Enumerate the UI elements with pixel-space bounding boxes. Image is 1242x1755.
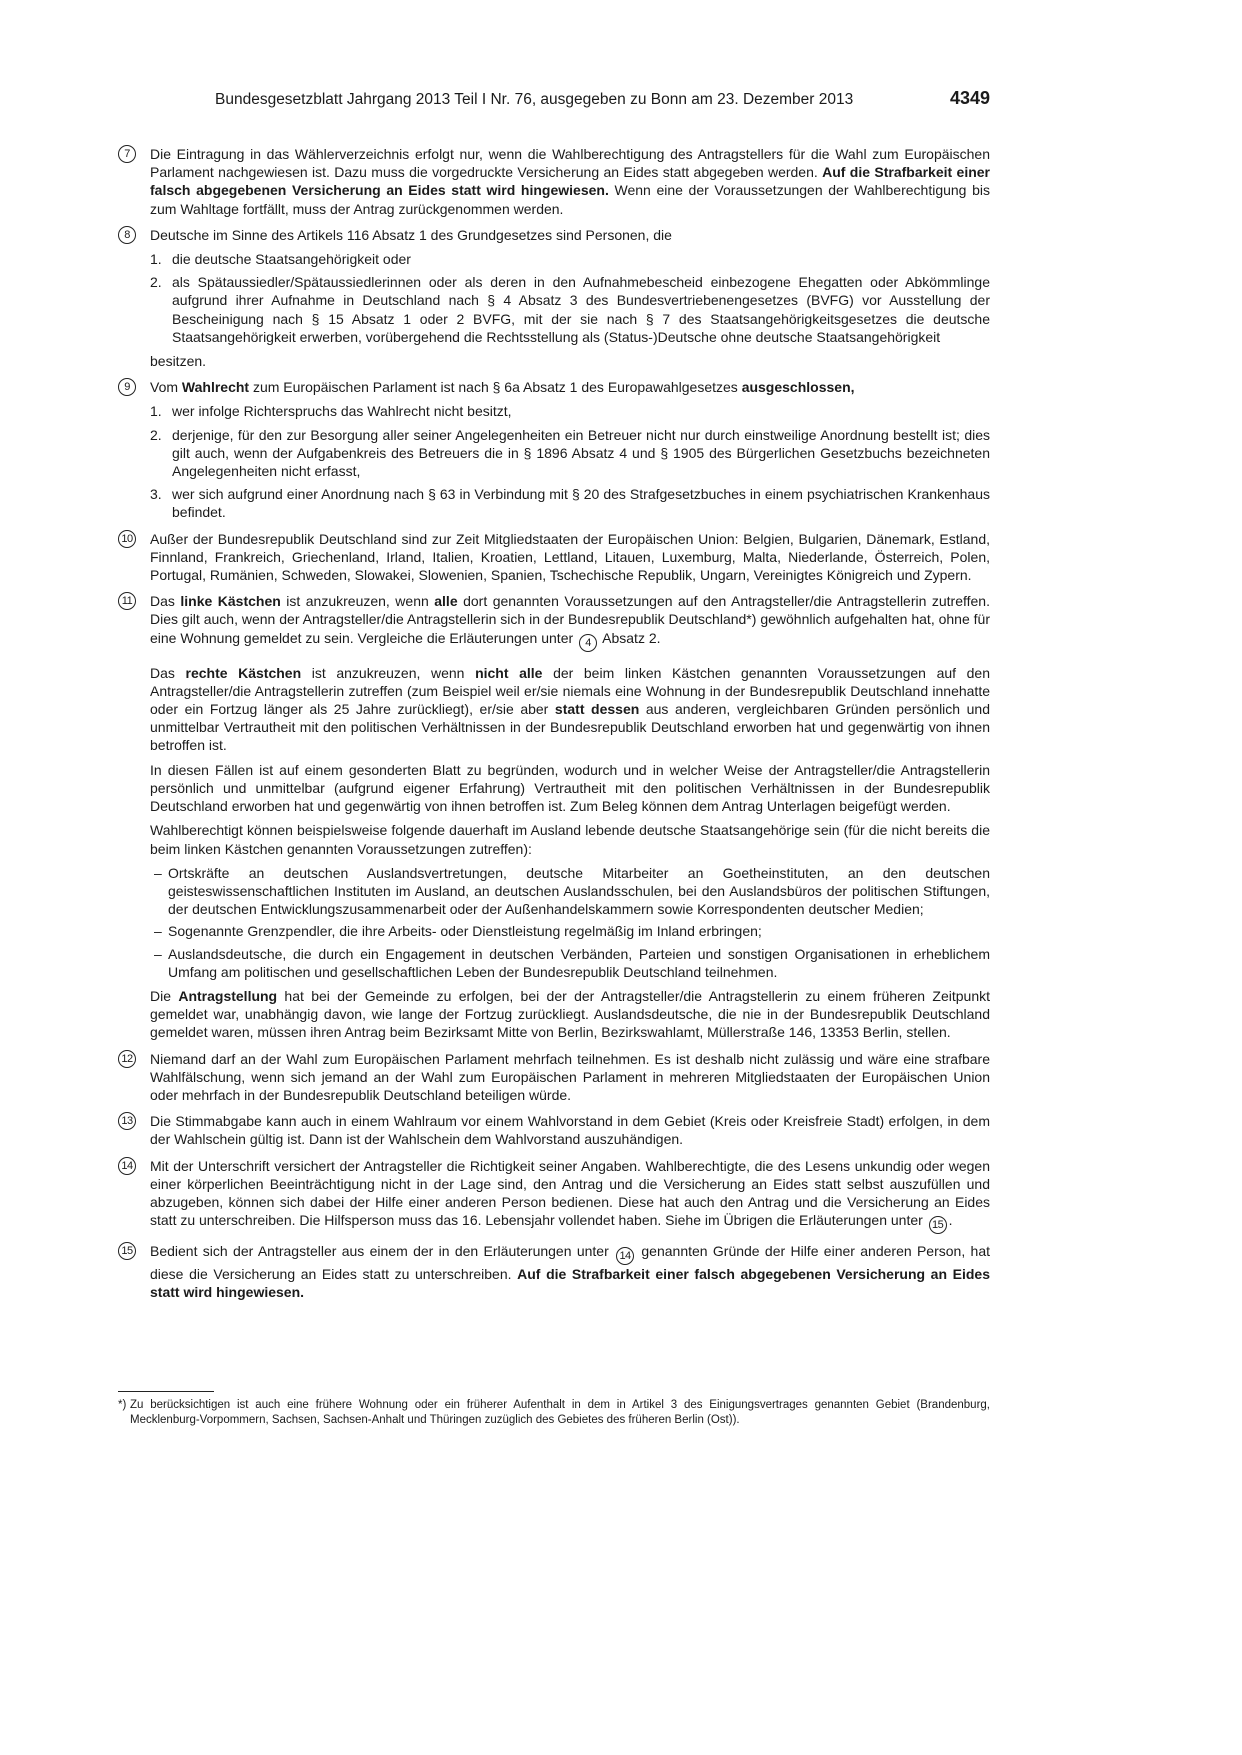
note-8 [118, 226, 990, 370]
bold-term: nicht alle [475, 664, 543, 681]
text-span: Die Eintragung in das Wählerverzeichnis erfolgt nur, wenn die Wahlberechtigung des Antragstellers für die Wahl zum Europäischen Parlament nachgewiesen ist. Dazu muss die vorgedruckte Versicherung an Eides statt abgegeben werden. [150, 146, 990, 181]
list-number: 2. [150, 274, 162, 291]
footnote-divider [118, 1391, 214, 1392]
list-item [150, 402, 990, 420]
note-7-text [150, 145, 990, 218]
dash-marker: – [154, 923, 162, 940]
note-9-list [150, 402, 990, 521]
note-marker-13: 13 [118, 1112, 136, 1130]
list-item [150, 426, 990, 481]
text-span: Bedient sich der Antragsteller aus einem der in den Erläuterungen unter [150, 1243, 615, 1260]
text-span: . [948, 1212, 953, 1229]
bullet-item [118, 945, 990, 981]
note-9 [118, 378, 990, 521]
text-span: hat bei der Gemeinde zu erfolgen, bei der der Antragsteller/die Antragstellerin zu einem früheren Zeitpunkt gemeldet war, unabhängig davon, wie lange der Fortzug zurückliegt. Auslandsdeutsche, die nie in der Bundesrepublik Deutschland gemeldet waren, müssen ihren Antrag beim Bezirksamt Mitte von Berlin, Bezirkswahlamt, Müllerstraße 146, 13353 Berlin, stellen. [150, 987, 990, 1041]
note-15 [118, 1242, 990, 1301]
note-12-text: Niemand darf an der Wahl zum Europäischen Parlament mehrfach teilnehmen. Es ist deshalb nicht zulässig und wäre eine strafbare Wahlfälschung, wenn sich jemand an der Wahl zum Europäischen Parlament in mehreren Mitgliedstaaten der Europäischen Union oder mehrfach in der Bundesrepublik Deutschland beteiligen würde. [150, 1050, 990, 1103]
note-11-bullets [118, 864, 990, 981]
document-body [118, 145, 990, 1310]
bold-term: statt dessen [554, 701, 640, 718]
note-8-list [150, 250, 990, 346]
text-span: Das [150, 593, 181, 610]
note-marker-8: 8 [118, 226, 136, 244]
note-8-outro: besitzen. [150, 353, 207, 370]
note-12 [118, 1050, 990, 1105]
bullet-item [118, 922, 990, 940]
list-text: derjenige, für den zur Besorgung aller seiner Angelegenheiten ein Betreuer nicht nur durch einstweilige Anordnung bestellt ist; dies gilt auch, wenn der Aufgabenkreis des Betreuers die in § 1896 Absatz 4 und § 1905 des Bürgerlichen Gesetzbuchs bezeichneten Angelegenheiten nicht erfasst, [172, 426, 990, 480]
note-9-intro [150, 378, 990, 396]
bold-warning: Auf die Strafbarkeit einer falsch abgegebenen Versicherung an Eides statt wird hingewiesen. [150, 164, 990, 199]
list-item [150, 250, 990, 268]
bold-warning: Auf die Strafbarkeit einer falsch abgegebenen Versicherung an Eides statt wird hingewiesen. [150, 1266, 990, 1301]
footnote [118, 1398, 990, 1428]
note-11-para-3: In diesen Fällen ist auf einem gesonderten Blatt zu begründen, wodurch und in welcher Weise der Antragsteller/die Antragstellerin persönlich und unmittelbar (aufgrund eigener Erfahrung) Vertrautheit mit den politischen Verhältnissen in der Bundesrepublik Deutschland erworben hat und gegenwärtig von ihnen betroffen ist. Zum Beleg können dem Antrag Unterlagen beigefügt werden. [150, 761, 990, 815]
text-span: Wenn eine der Voraussetzungen der Wahlberechtigung bis zum Wahltage fortfällt, muss der Antrag zurückgenommen werden. [150, 182, 991, 217]
bold-term: rechte Kästchen [185, 664, 302, 681]
footnote-mark: *) [118, 1399, 127, 1411]
note-marker-14: 14 [118, 1157, 136, 1175]
cross-reference-14: 14 [616, 1247, 634, 1265]
cross-reference-4: 4 [579, 634, 597, 652]
bold-term: ausgeschlossen, [741, 379, 855, 396]
note-7 [118, 145, 990, 218]
note-10 [118, 530, 990, 585]
note-11-para-2 [150, 664, 990, 755]
list-number: 2. [150, 426, 162, 443]
list-text: die deutsche Staatsangehörigkeit oder [172, 251, 411, 268]
note-10-text: Außer der Bundesrepublik Deutschland sind zur Zeit Mitgliedstaaten der Europäischen Union: Belgien, Bulgarien, Dänemark, Estland, Finnland, Frankreich, Griechenland, Irland, Italien, Kroatien, Lettland, Litauen, Luxemburg, Malta, Niederlande, Österreich, Polen, Portugal, Rumänien, Schweden, Slowakei, Slowenien, Spanien, Tschechische Republik, Ungarn, Vereinigtes Königreich und Zypern. [150, 530, 990, 584]
text-span: Das [150, 664, 186, 681]
bullet-item [118, 864, 990, 919]
note-marker-7: 7 [118, 145, 136, 163]
bullet-text: Sogenannte Grenzpendler, die ihre Arbeits- oder Dienstleistung regelmäßig im Inland erbringen; [168, 923, 762, 940]
cross-reference-15: 15 [929, 1216, 947, 1234]
note-marker-15: 15 [118, 1242, 136, 1260]
note-14-text [150, 1157, 990, 1235]
text-span: Vom [150, 379, 182, 396]
list-item [150, 273, 990, 346]
note-marker-12: 12 [118, 1050, 136, 1068]
bullet-text: Auslandsdeutsche, die durch ein Engagement in deutschen Verbänden, Parteien und sonstigen Organisationen in erheblichem Umfang am politischen und gesellschaftlichen Leben der Bundesrepublik Deutschland teilnehmen. [168, 945, 990, 980]
gazette-title: Bundesgesetzblatt Jahrgang 2013 Teil I Nr. 76, ausgegeben zu Bonn am 23. Dezember 2013 [215, 91, 854, 108]
list-text: wer infolge Richterspruchs das Wahlrecht nicht besitzt, [172, 403, 512, 420]
note-8-intro: Deutsche im Sinne des Artikels 116 Absatz 1 des Grundgesetzes sind Personen, die [150, 226, 672, 243]
note-11 [118, 592, 990, 1041]
text-span: aus anderen, vergleichbaren Gründen persönlich und unmittelbar Vertrautheit mit den politischen Verhältnissen in der Bundesrepublik Deutschland erworben hat und gegenwärtig von ihnen betroffen ist. [150, 701, 990, 754]
list-number: 3. [150, 486, 162, 503]
list-item [150, 485, 990, 521]
list-number: 1. [150, 403, 162, 420]
text-span: der beim linken Kästchen genannten Voraussetzungen auf den Antragsteller/die Antragstellerin zutreffen (zum Beispiel weil er/sie niemals eine Wohnung in der Bundesrepublik Deutschland innehatte oder ein Fortzug länger als 25 Jahre zurückliegt), er/sie aber [150, 664, 990, 718]
footnote-text: Zu berücksichtigen ist auch eine frühere Wohnung oder ein früherer Aufenthalt in dem in Artikel 3 des Einigungsvertrages genannten Gebiet (Brandenburg, Mecklenburg-Vorpommern, Sachsen, Sachsen-Anhalt und Thüringen zuzüglich des Gebietes des früheren Berlin (Ost)). [130, 1399, 990, 1426]
text-span: dort genannten Voraussetzungen auf den Antragsteller/die Antragstellerin zutreffen. Dies gilt auch, wenn der Antragsteller/die Antragstellerin sich in der Bundesrepublik Deutschland*) gewöhnlich aufgehalten hat, ohne für eine Wohnung gemeldet zu sein. Vergleiche die Erläuterungen unter [150, 593, 990, 646]
note-14 [118, 1157, 990, 1235]
dash-marker: – [154, 864, 162, 881]
bold-term: Antragstellung [178, 987, 278, 1004]
note-11-para-1 [150, 592, 990, 651]
text-span: Mit der Unterschrift versichert der Antragsteller die Richtigkeit seiner Angaben. Wahlberechtigte, die des Lesens unkundig oder wegen einer körperlichen Beeinträchtigung nicht in der Lage sind, den Antrag und die Versicherung an Eides statt selbst auszufüllen und abzugeben, können sich dabei der Hilfe einer anderen Person bedienen. Diese hat auch den Antrag und die Versicherung an Eides statt zu unterschreiben. Die Hilfsperson muss das 16. Lebensjahr vollendet haben. Siehe im Übrigen die Erläuterungen unter [150, 1157, 990, 1229]
note-11-para-5 [150, 987, 990, 1042]
page-header [215, 88, 990, 114]
list-text: als Spätaussiedler/Spätaussiedlerinnen oder als deren in den Aufnahmebescheid einbezogene Ehegatten oder Abkömmlinge aufgrund ihrer Aufnahme in Deutschland nach § 4 Absatz 3 des Bundesvertriebenengesetzes (BVFG) vor Ausstellung der Bescheinigung nach § 15 Absatz 1 oder 2 BVFG, mit der sie nach § 7 des Staatsangehörigkeitsgesetzes die deutsche Staatsangehörigkeit erwerben, vorübergehend die Rechtsstellung als (Status-)Deutsche ohne deutsche Staatsangehörigkeit [172, 274, 990, 345]
text-span: Die [150, 987, 179, 1004]
note-13 [118, 1112, 990, 1148]
list-text: wer sich aufgrund einer Anordnung nach § 63 in Verbindung mit § 20 des Strafgesetzbuches in einem psychiatrischen Krankenhaus befindet. [172, 486, 990, 521]
bold-term: alle [434, 593, 458, 610]
text-span: ist anzukreuzen, wenn [301, 664, 476, 681]
text-span: Absatz 2. [599, 629, 661, 646]
text-span: ist anzukreuzen, wenn [280, 593, 435, 610]
bullet-text: Ortskräfte an deutschen Auslandsvertretungen, deutsche Mitarbeiter an Goetheinstituten, an den deutschen geisteswissenschaftlichen Instituten im Ausland, an deutschen Auslandsschulen, bei den Auslandsbüros der politischen Stiftungen, der deutschen Entwicklungszusammenarbeit oder der Außenhandelskammern sowie Korrespondenten deutscher Medien; [168, 864, 990, 918]
page-number: 4349 [949, 88, 990, 108]
text-span: zum Europäischen Parlament ist nach § 6a Absatz 1 des Europawahlgesetzes [249, 379, 742, 396]
note-marker-11: 11 [118, 592, 136, 610]
note-11-para-4: Wahlberechtigt können beispielsweise folgende dauerhaft im Ausland lebende deutsche Staatsangehörige sein (für die nicht bereits die beim linken Kästchen genannten Voraussetzungen zutreffen): [150, 822, 990, 857]
text-span: genannten Gründe der Hilfe einer anderen Person, hat diese die Versicherung an Eides statt zu unterschreiben. [150, 1243, 990, 1283]
bold-term: Wahlrecht [181, 379, 250, 396]
note-13-text: Die Stimmabgabe kann auch in einem Wahlraum vor einem Wahlvorstand in dem Gebiet (Kreis oder Kreisfreie Stadt) erfolgen, in dem der Wahlschein gültig ist. Dann ist der Wahlschein dem Wahlvorstand auszuhändigen. [150, 1113, 990, 1148]
note-15-text [150, 1242, 990, 1301]
list-number: 1. [150, 251, 162, 268]
bold-term: linke Kästchen [180, 593, 281, 610]
note-marker-10: 10 [118, 530, 136, 548]
dash-marker: – [154, 945, 162, 962]
note-marker-9: 9 [118, 378, 136, 396]
